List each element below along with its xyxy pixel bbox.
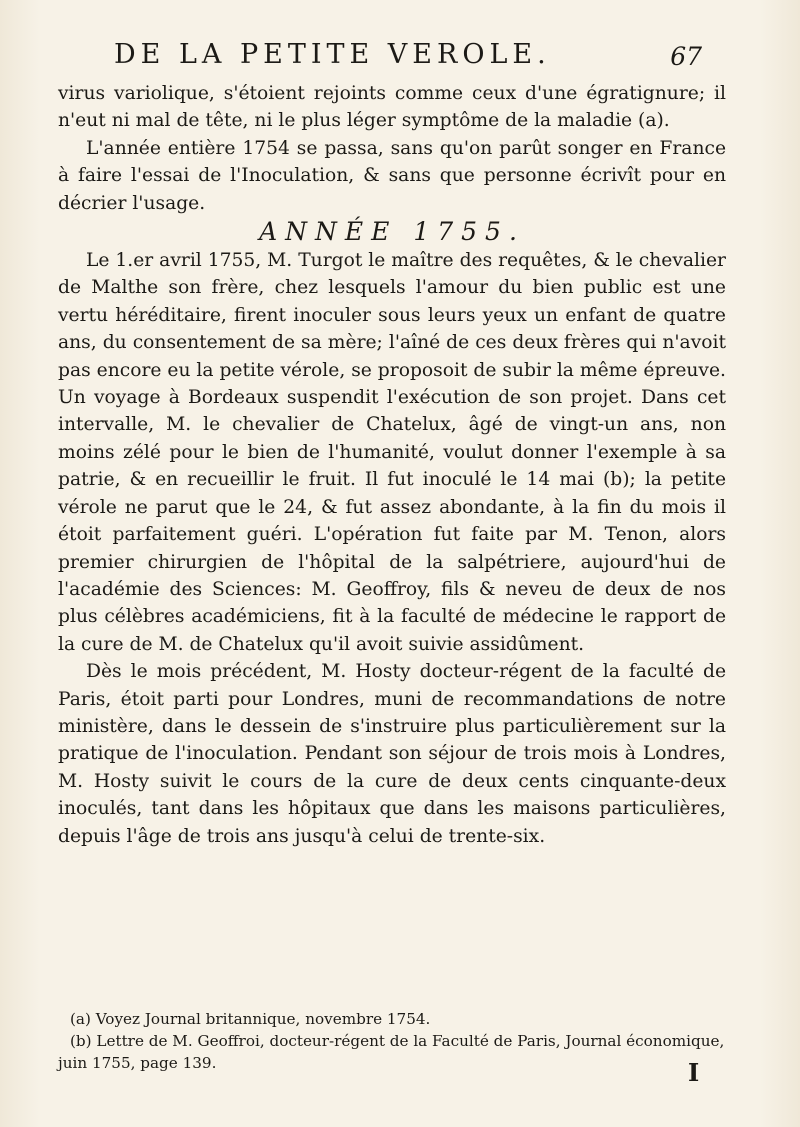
paragraph-2: L'année entière 1754 se passa, sans qu'on parût songer en France à faire l'essai de l'Inoculation, & sans que personne écrivît pour en décrier l'usage. — [58, 137, 726, 214]
page-number: 67 — [670, 42, 702, 71]
body-text — [58, 80, 726, 850]
footnote-b: (b) Lettre de M. Geoffroi, docteur-régent de la Faculté de Paris, Journal économique, juin 1755, page 139. — [58, 1032, 725, 1072]
footnote-a: (a) Voyez Journal britannique, novembre 1754. — [70, 1010, 431, 1028]
paragraph-3: Le 1.er avril 1755, M. Turgot le maître des requêtes, & le chevalier de Malthe son frère, chez lesquels l'amour du bien public est une vertu héréditaire, firent inoculer sous leurs yeux un enfant de quatre ans, du consentement de sa mère; l'aîné de ces deux frères qui n'avoit pas encore eu la petite vérole, se proposoit de subir la même épreuve. Un voyage à Bordeaux suspendit l'exécution de son projet. Dans cet intervalle, M. le chevalier de Chatelux, âgé de vingt-un ans, non moins zélé pour le bien de l'humanité, voulut donner l'exemple à sa patrie, & en recueillir le fruit. Il fut inoculé le 14 mai (b); la petite vérole ne parut que le 24, & fut assez abondante, à la fin du mois il étoit parfaitement guéri. L'opération fut faite par M. Tenon, alors premier chirurgien de l'hôpital de la salpétriere, aujourd'hui de l'académie des Sciences: M. Geoffroy, fils & neveu de deux de nos plus célèbres académiciens, fit à la faculté de médecine le rapport de la cure de M. de Chatelux qu'il avoit suivie assidûment. — [58, 250, 726, 655]
running-header — [114, 38, 702, 72]
footnotes — [58, 1008, 726, 1074]
paragraph-4: Dès le mois précédent, M. Hosty docteur-régent de la faculté de Paris, étoit parti pour Londres, muni de recommandations de notre ministère, dans le dessein de s'instruire plus particulièrement sur la pratique de l'inoculation. Pendant son séjour de trois mois à Londres, M. Hosty suivit le cours de la cure de deux cents cinquante-deux inoculés, tant dans les hôpitaux que dans les maisons particulières, depuis l'âge de trois ans jusqu'à celui de trente-six. — [58, 661, 726, 847]
header-title: DE LA PETITE VEROLE. — [114, 39, 551, 70]
paragraph-1: virus variolique, s'étoient rejoints comme ceux d'une égratignure; il n'eut ni mal de tête, ni le plus léger symptôme de la maladie (a). — [58, 83, 726, 132]
year-heading: ANNÉE 1755. — [259, 217, 525, 247]
signature-mark: I — [688, 1058, 700, 1087]
